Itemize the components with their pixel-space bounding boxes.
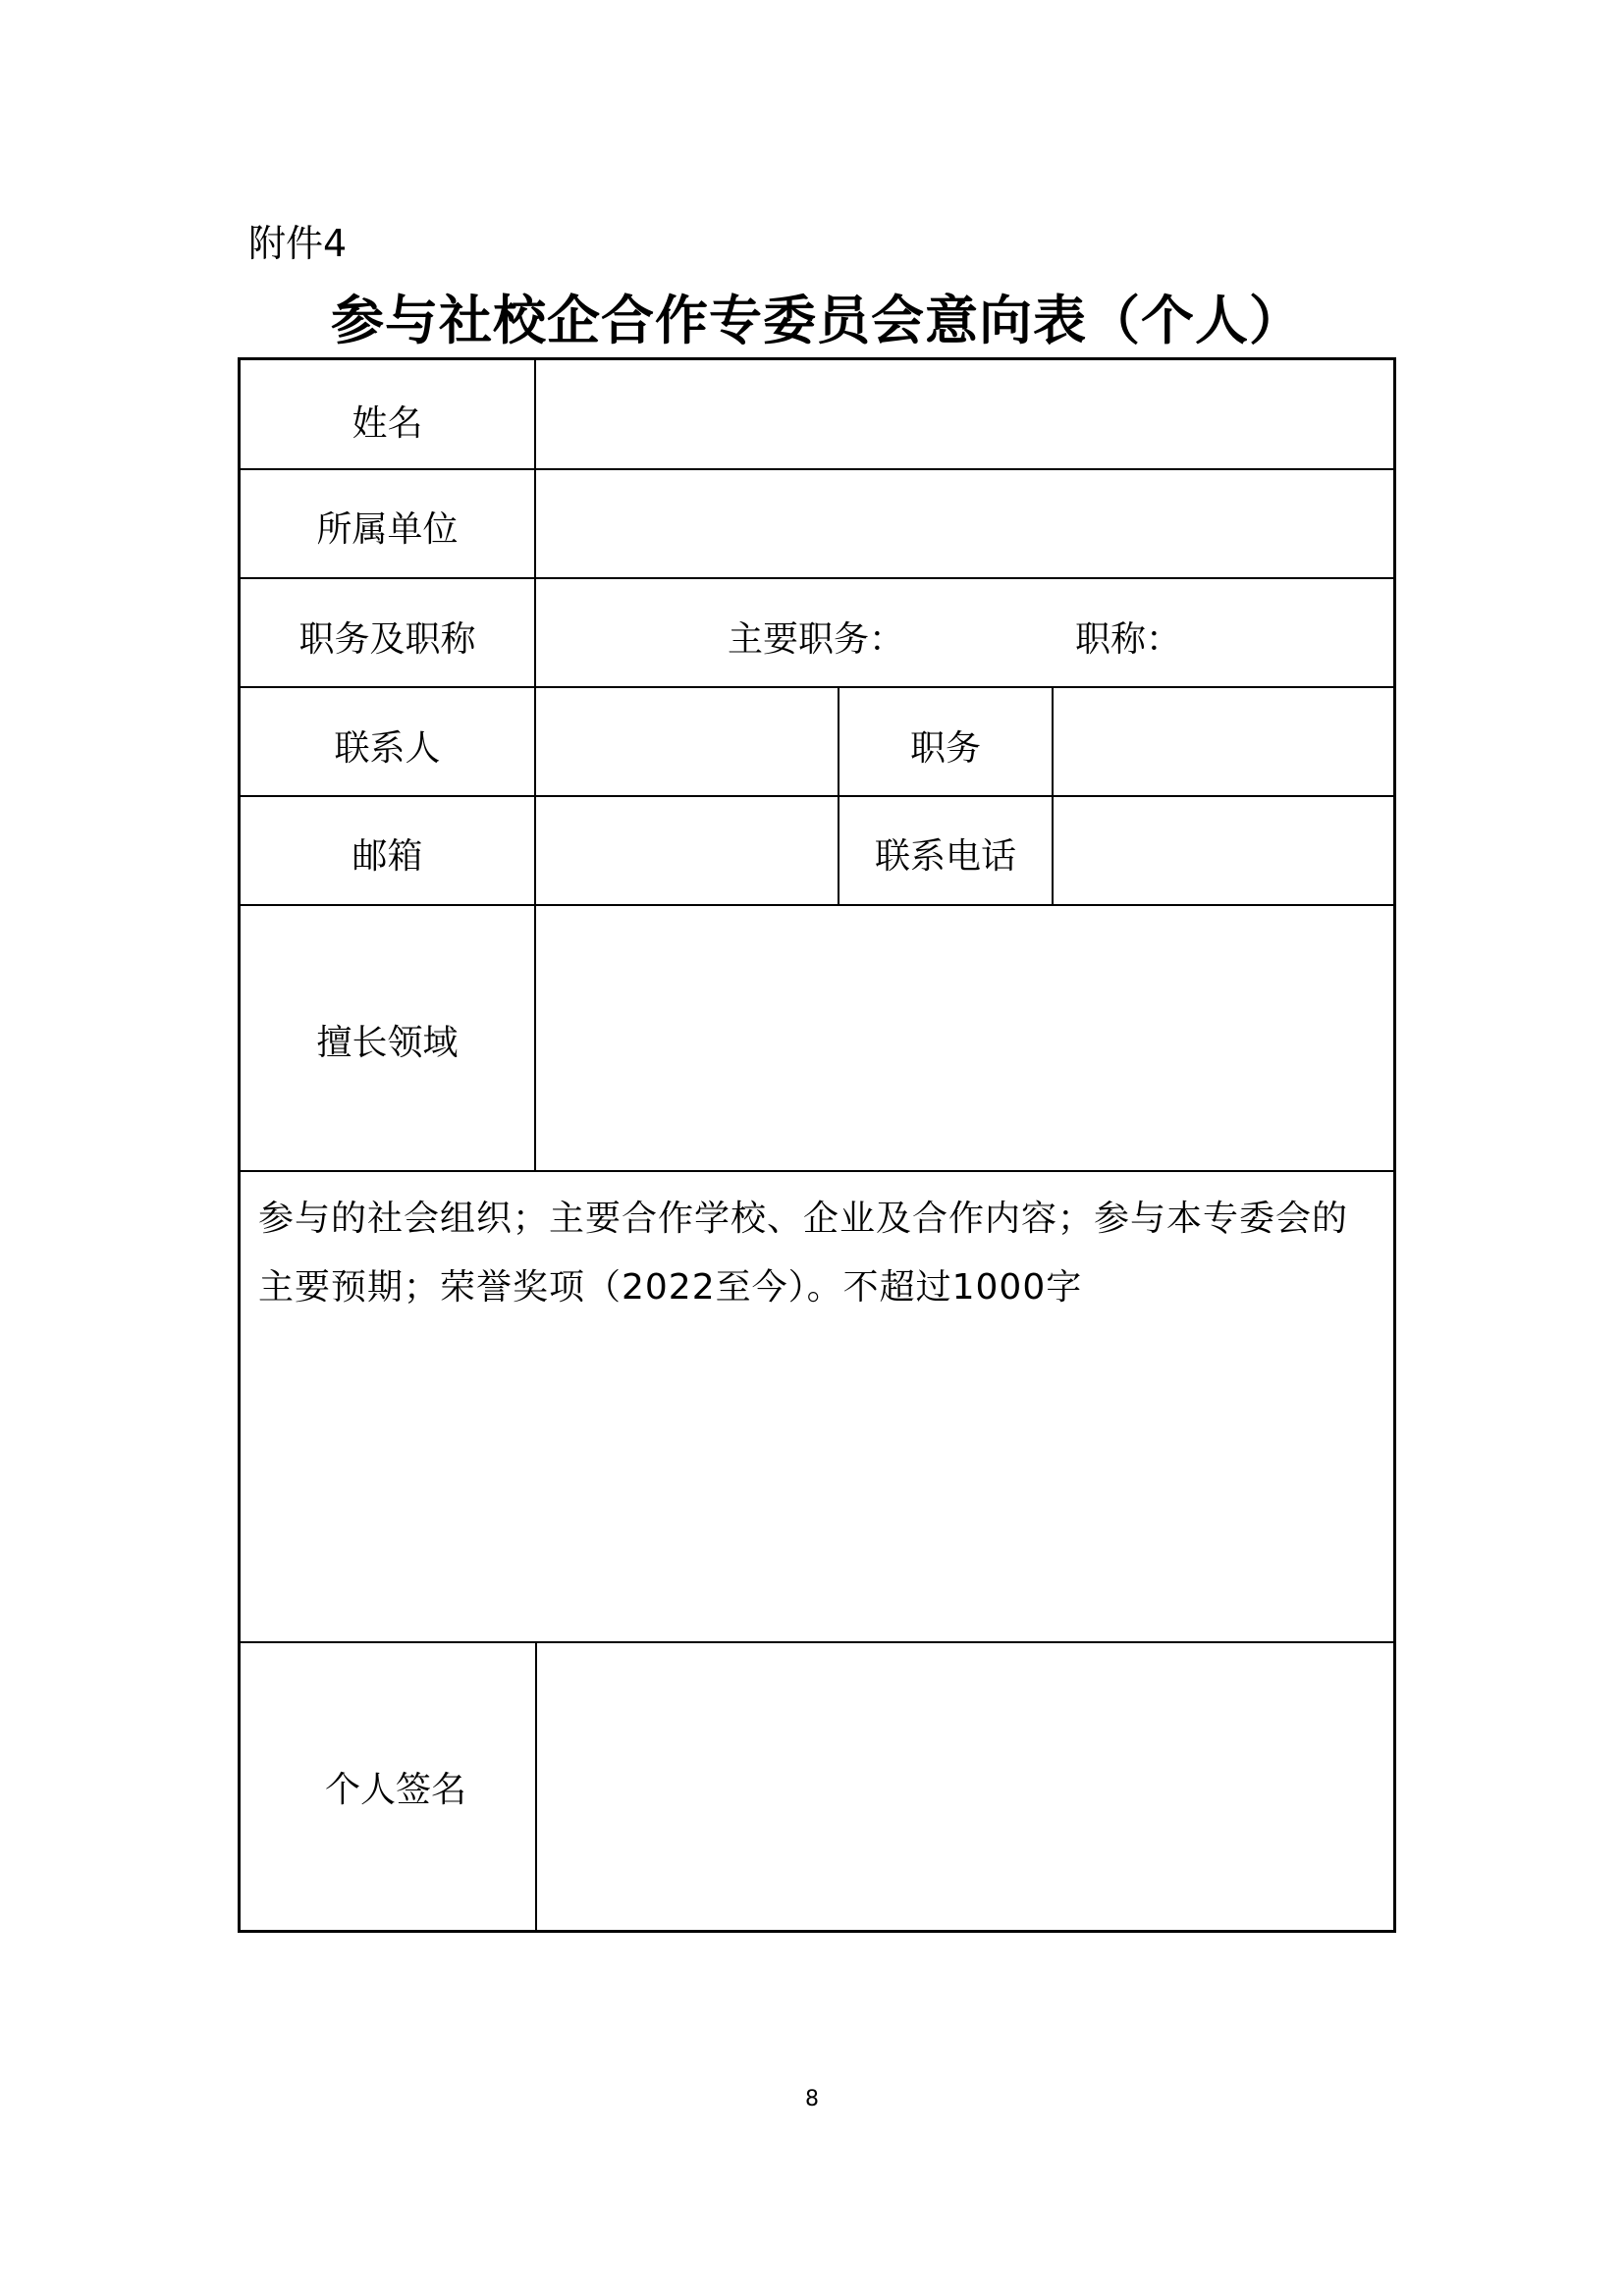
phone-label: 联系电话 xyxy=(874,836,1016,877)
contact-position-field[interactable] xyxy=(1054,687,1393,795)
signature-label: 个人签名 xyxy=(324,1770,466,1810)
affiliation-label: 所属单位 xyxy=(316,509,459,550)
page-number: 8 xyxy=(805,2087,819,2111)
email-field[interactable] xyxy=(536,796,838,904)
affiliation-field[interactable] xyxy=(536,469,1393,577)
description-prompt: 参与的社会组织；主要合作学校、企业及合作内容；参与本专委会的主要预期；荣誉奖项（2022至今）。不超过1000字 xyxy=(258,1199,1349,1308)
contact-position-label: 职务 xyxy=(909,728,981,769)
form-title: 参与社校企合作专委员会意向表（个人） xyxy=(331,289,1303,351)
contact-person-field[interactable] xyxy=(536,687,838,795)
phone-field[interactable] xyxy=(1054,796,1393,904)
position-title-label: 职务及职称 xyxy=(298,619,476,660)
expertise-field[interactable] xyxy=(536,905,1393,1170)
main-position-field[interactable] xyxy=(908,578,1065,686)
attachment-label: 附件4 xyxy=(248,222,348,265)
expertise-label: 擅长领域 xyxy=(316,1023,459,1063)
signature-field[interactable] xyxy=(537,1642,1393,1933)
professional-title-label: 职称： xyxy=(1075,619,1182,660)
professional-title-field[interactable] xyxy=(1183,578,1393,686)
intent-form-table xyxy=(238,357,1396,1933)
main-position-label: 主要职务： xyxy=(728,619,905,660)
contact-person-label: 联系人 xyxy=(334,728,441,769)
email-label: 邮箱 xyxy=(352,836,423,877)
row-divider xyxy=(241,1170,1393,1172)
name-field[interactable] xyxy=(536,360,1393,468)
description-field[interactable] xyxy=(241,1342,1393,1636)
name-label: 姓名 xyxy=(352,402,423,444)
